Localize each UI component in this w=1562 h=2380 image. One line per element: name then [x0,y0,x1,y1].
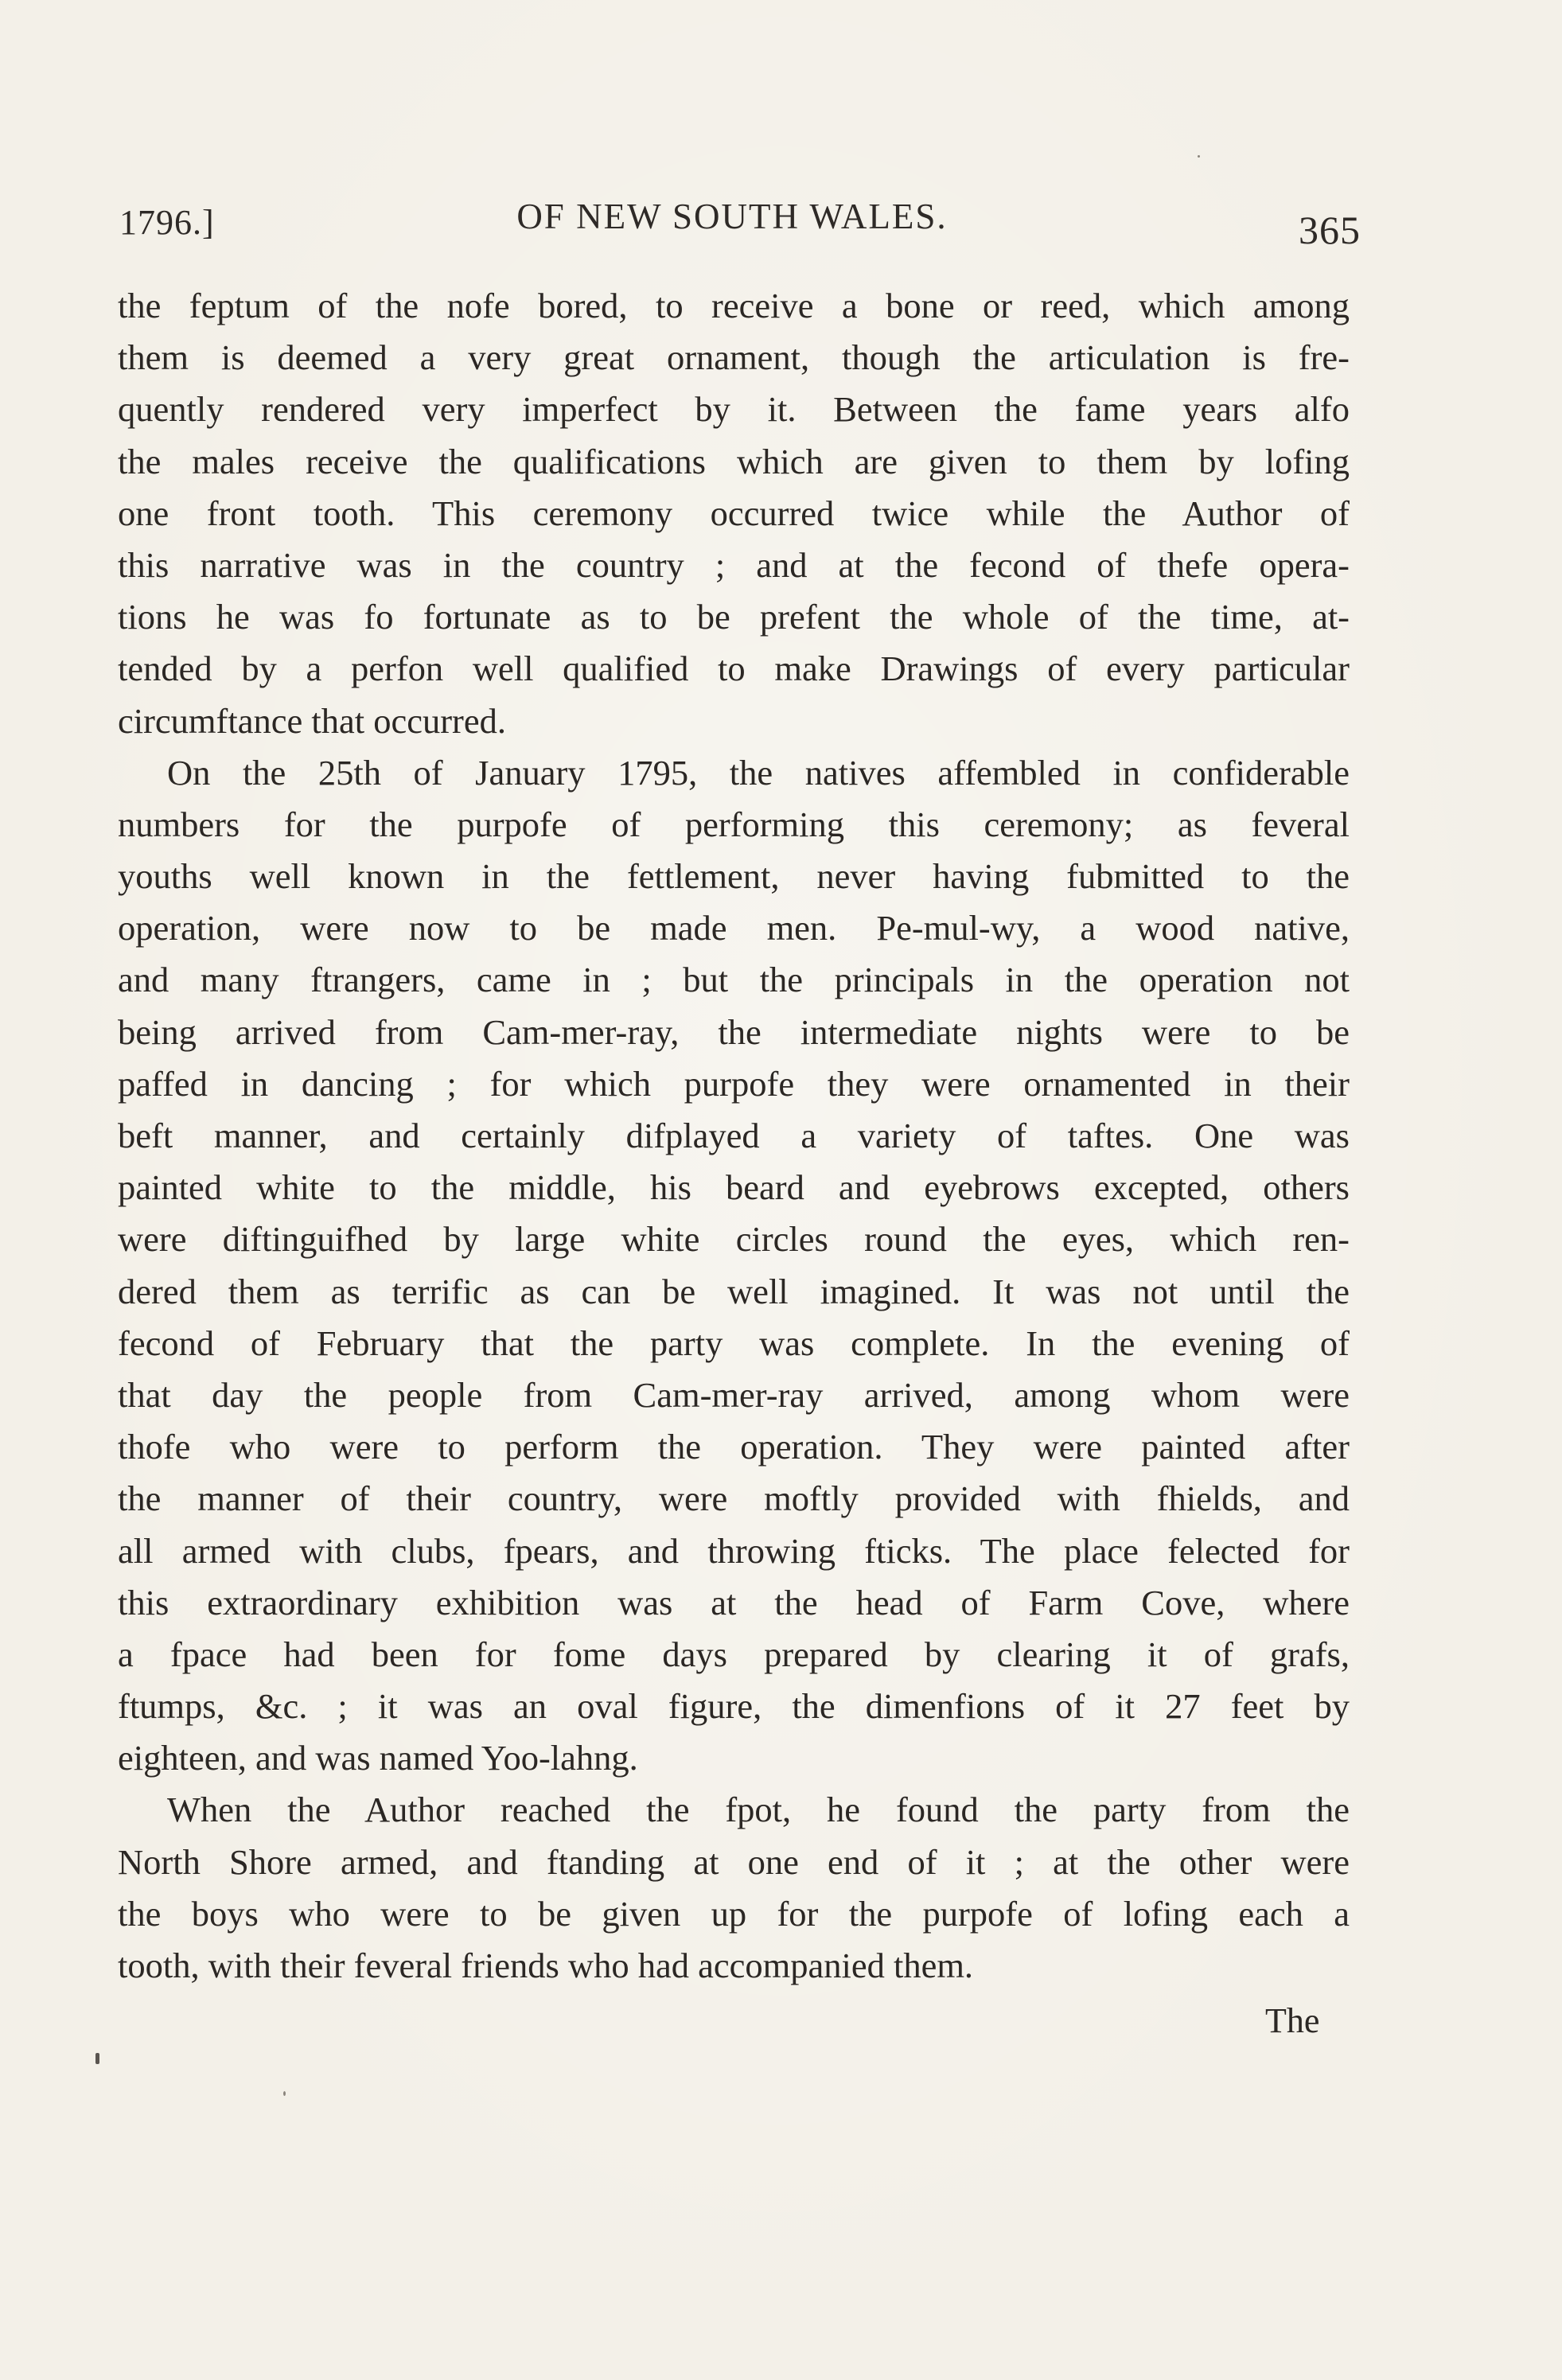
text-line: fecond of February that the party was complete. In the evening of [118,1322,1350,1363]
running-head [111,189,1361,253]
text-line: this extraordinary exhibition was at the head of Farm Cove, where [118,1582,1350,1622]
text-line: and many ftrangers, came in ; but the principals in the operation not [118,960,1350,1000]
header-year: 1796.] [119,203,215,242]
text-line: youths well known in the fettlement, never having fubmitted to the [118,856,1350,897]
header-title: OF NEW SOUTH WALES. [516,197,948,236]
text-line: quently rendered very imperfect by it. Between the fame years alfo [118,389,1350,430]
text-line: beft manner, and certainly difplayed a variety of taftes. One was [118,1116,1350,1155]
text-line: circumftance that occurred. [118,700,506,741]
text-line: numbers for the purpofe of performing this ceremony; as feveral [118,804,1350,844]
text-line: On the 25th of January 1795, the natives affembled in confiderable [167,752,1350,793]
text-line: the feptum of the nofe bored, to receive a bone or reed, which among [118,286,1350,325]
text-line: the manner of their country, were moftly provided with fhields, and [118,1478,1350,1519]
text-line: the boys who were to be given up for the purpofe of lofing each a [118,1893,1350,1934]
text-line: being arrived from Cam-mer-ray, the intermediate nights were to be [118,1011,1350,1052]
text-line: eighteen, and was named Yoo-lahng. [118,1738,638,1778]
paper-speck [95,2053,99,2064]
body-text [118,280,1350,1992]
text-line: a fpace had been for fome days prepared by clearing it of grafs, [118,1634,1350,1674]
text-line: thofe who were to perform the operation. They were painted after [118,1427,1350,1467]
text-line: all armed with clubs, fpears, and throwing fticks. The place felected for [118,1530,1350,1571]
text-line: tended by a perfon well qualified to make Drawings of every particular [118,649,1350,689]
text-line: were diftinguifhed by large white circles round the eyes, which ren- [118,1219,1350,1260]
text-line: tooth, with their feveral friends who had accompanied them. [118,1946,974,1985]
catchword: The [1265,2001,1320,2040]
text-line: the males receive the qualifications which are given to them by lofing [118,441,1350,481]
text-line: ftumps, &c. ; it was an oval figure, the dimenfions of it 27 feet by [118,1686,1350,1727]
text-line: operation, were now to be made men. Pe-mul-wy, a wood native, [118,908,1350,948]
text-line: When the Author reached the fpot, he found the party from the [167,1790,1350,1830]
paper-speck [1198,155,1200,158]
text-line: tions he was fo fortunate as to be prefent the whole of the time, at- [118,597,1350,637]
text-line: one front tooth. This ceremony occurred twice while the Author of [118,493,1350,533]
text-line: paffed in dancing ; for which purpofe they were ornamented in their [118,1063,1350,1104]
text-line: dered them as terrific as can be well imagined. It was not until the [118,1271,1350,1311]
text-line: painted white to the middle, his beard and eyebrows excepted, others [118,1167,1350,1208]
text-line: them is deemed a very great ornament, though the articulation is fre- [118,337,1350,378]
text-line: North Shore armed, and ftanding at one end of it ; at the other were [118,1841,1350,1882]
text-line: that day the people from Cam-mer-ray arrived, among whom were [118,1374,1350,1415]
paper-speck [283,2091,286,2096]
page-number: 365 [1299,208,1361,252]
text-line: this narrative was in the country ; and at the fecond of thefe opera- [118,544,1350,585]
